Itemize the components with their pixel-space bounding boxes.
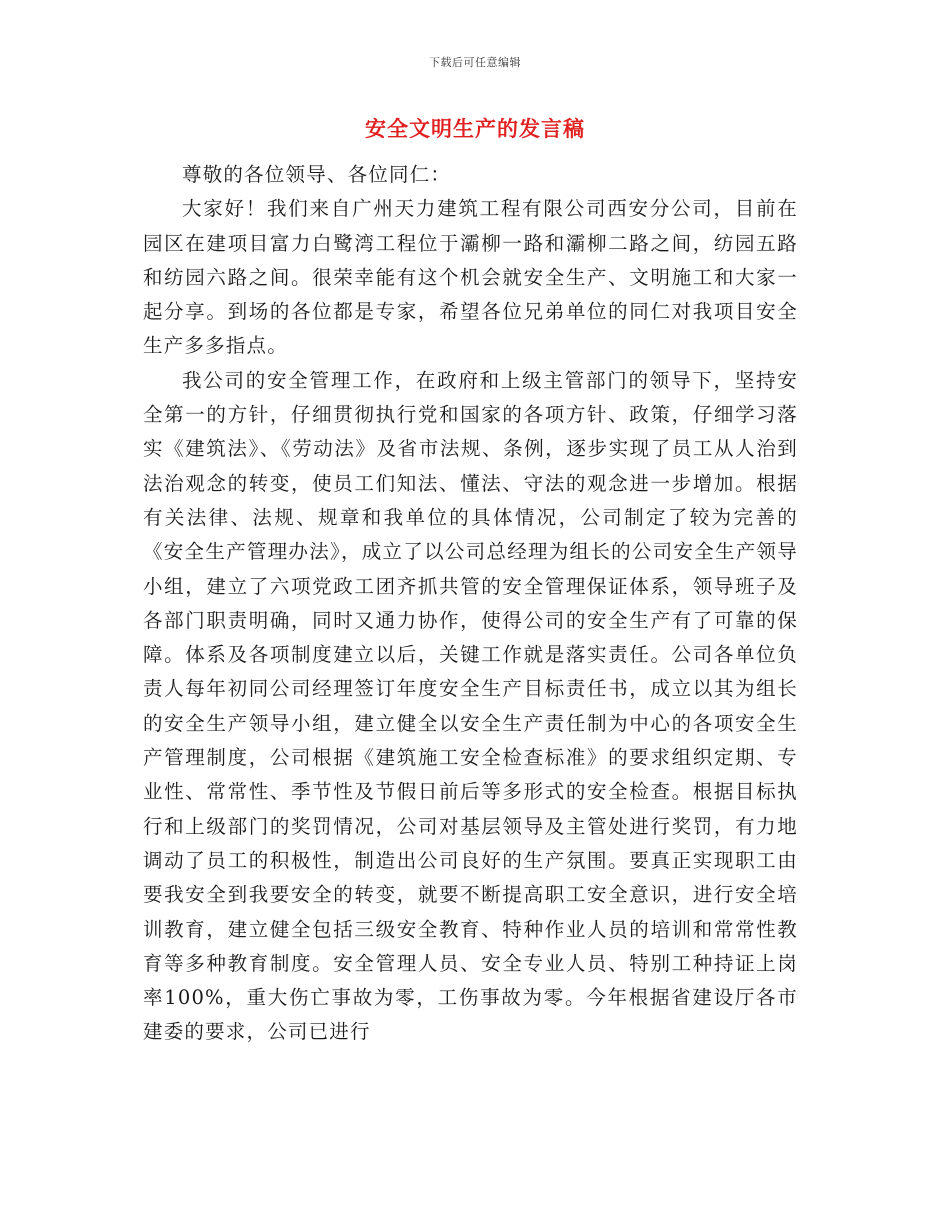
salutation-paragraph: 尊敬的各位领导、各位同仁： — [182, 163, 452, 186]
safety-management-paragraph: 我公司的安全管理工作，在政府和上级主管部门的领导下，坚持安全第一的方针，仔细贯彻执行党和国家的各项方针、政策，仔细学习落实《建筑法》、《劳动法》及省市法规、条例，逐步实现了员工从人治到法治观念的转变，使员工们知法、懂法、守法的观念进一步增加。根据有关法律、法规、规章和我单位的具体情况，公司制定了较为完善的《安全生产管理办法》，成立了以公司总经理为组长的公司安全生产领导小组，建立了六项党政工团齐抓共管的安全管理保证体系，领导班子及各部门职责明确，同时又通力协作，使得公司的安全生产有了可靠的保障。体系及各项制度建立以后，关键工作就是落实责任。公司各单位负责人每年初同公司经理签订年度安全生产目标责任书，成立以其为组长的安全生产领导小组，建立健全以安全生产责任制为中心的各项安全生产管理制度，公司根据《建筑施工安全检查标准》的要求组织定期、专业性、常常性、季节性及节假日前后等多形式的安全检查。根据目标执行和上级部门的奖罚情况，公司对基层领导及主管处进行奖罚，有力地调动了员工的积极性，制造出公司良好的生产氛围。要真正实现职工由要我安全到我要安全的转变，就要不断提高职工安全意识，进行安全培训教育，建立健全包括三级安全教育、特种作业人员的培训和常常性教育等多种教育制度。安全管理人员、安全专业人员、特别工种持证上岗率100%，重大伤亡事故为零，工伤事故为零。今年根据省建设厅各市建委的要求，公司已进行 — [143, 368, 798, 1044]
header-note: 下载后可任意编辑 — [429, 56, 521, 69]
document-body — [143, 158, 798, 1050]
intro-paragraph: 大家好！我们来自广州天力建筑工程有限公司西安分公司，目前在园区在建项目富力白鹭湾工程位于灞柳一路和灞柳二路之间，纺园五路和纺园六路之间。很荣幸能有这个机会就安全生产、文明施工和大家一起分享。到场的各位都是专家，希望各位兄弟单位的同仁对我项目安全生产多多指点。 — [143, 197, 798, 358]
document-title: 安全文明生产的发言稿 — [365, 116, 585, 141]
